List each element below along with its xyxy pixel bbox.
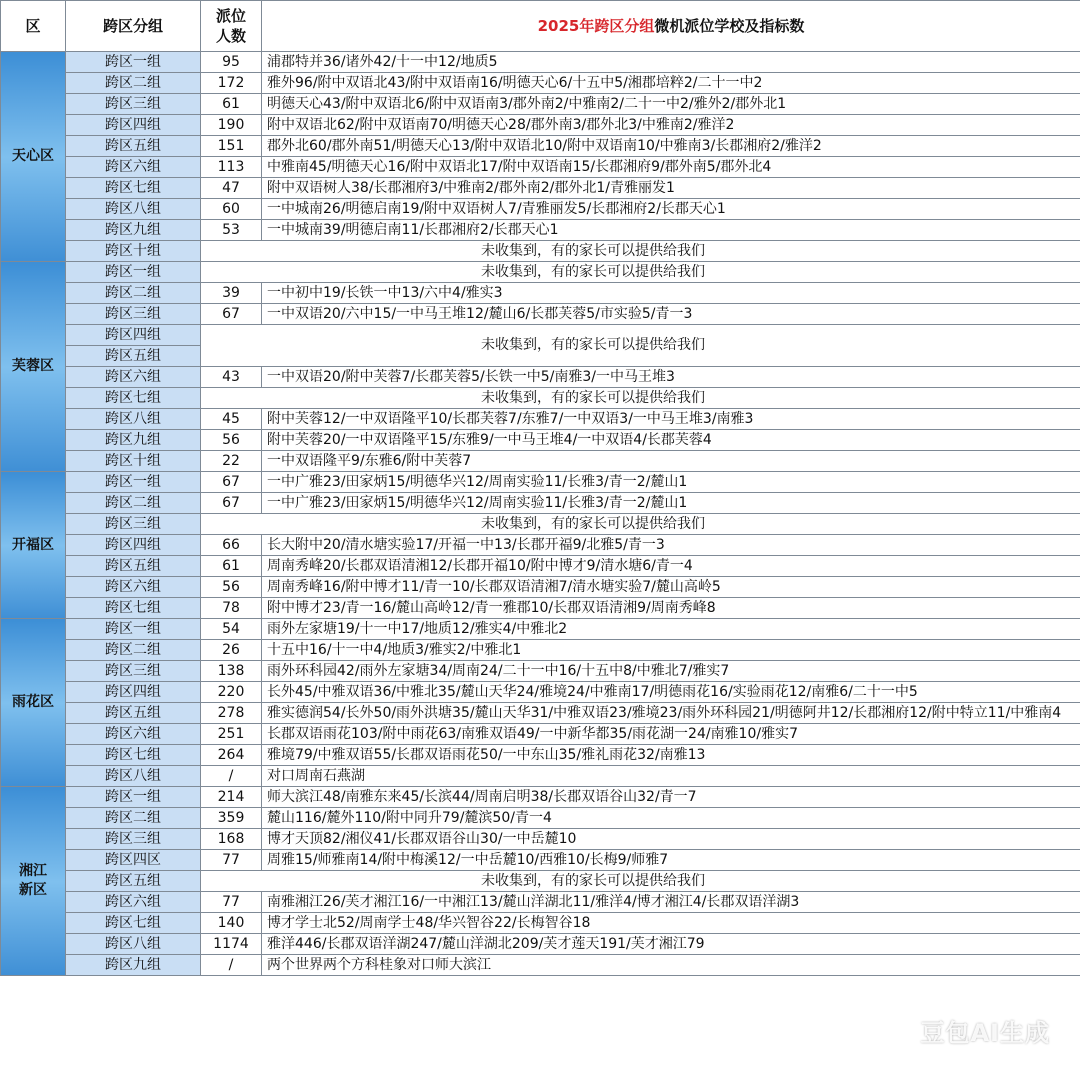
table-row [1, 703, 1080, 724]
table-row [1, 367, 1080, 388]
count-cell: 61 [201, 556, 262, 577]
schools-cell: 麓山116/麓外110/附中同升79/麓滨50/青一4 [262, 808, 1080, 829]
schools-cell: 一中广雅23/田家炳15/明德华兴12/周南实验11/长雅3/青一2/麓山1 [262, 472, 1080, 493]
group-cell: 跨区二组 [66, 493, 201, 514]
count-cell: / [201, 766, 262, 787]
count-cell: 113 [201, 157, 262, 178]
schools-cell: 附中芙蓉20/一中双语隆平15/东雅9/一中马王堆4/一中双语4/长郡芙蓉4 [262, 430, 1080, 451]
table-row [1, 556, 1080, 577]
group-cell: 跨区七组 [66, 745, 201, 766]
count-cell: / [201, 955, 262, 976]
district-cell: 天心区 [1, 52, 66, 262]
table-row [1, 52, 1080, 73]
schools-cell: 雨外左家塘19/十一中17/地质12/雅实4/中雅北2 [262, 619, 1080, 640]
count-cell: 151 [201, 136, 262, 157]
group-cell: 跨区五组 [66, 703, 201, 724]
count-cell: 53 [201, 220, 262, 241]
header-count-line2: 人数 [215, 27, 246, 45]
count-cell: 43 [201, 367, 262, 388]
table-row [1, 430, 1080, 451]
table-row [1, 472, 1080, 493]
group-cell: 跨区三组 [66, 514, 201, 535]
group-cell: 跨区八组 [66, 199, 201, 220]
schools-cell: 附中双语北62/附中双语南70/明德天心28/郡外南3/郡外北3/中雅南2/雅洋2 [262, 115, 1080, 136]
count-cell: 77 [201, 892, 262, 913]
group-cell: 跨区一组 [66, 472, 201, 493]
count-cell: 39 [201, 283, 262, 304]
schools-cell: 一中双语隆平9/东雅6/附中芙蓉7 [262, 451, 1080, 472]
schools-cell: 附中双语树人38/长郡湘府3/中雅南2/郡外南2/郡外北1/青雅丽发1 [262, 178, 1080, 199]
table-row [1, 73, 1080, 94]
group-cell: 跨区一组 [66, 787, 201, 808]
count-cell: 172 [201, 73, 262, 94]
table-row [1, 619, 1080, 640]
header-count [201, 1, 262, 52]
table-title-rest: 微机派位学校及指标数 [654, 17, 805, 35]
schools-cell: 周雅15/师雅南14/附中梅溪12/一中岳麓10/西雅10/长梅9/师雅7 [262, 850, 1080, 871]
missing-note: 未收集到，有的家长可以提供给我们 [201, 514, 1080, 535]
table-row [1, 136, 1080, 157]
group-cell: 跨区四组 [66, 535, 201, 556]
count-cell: 67 [201, 304, 262, 325]
group-cell: 跨区六组 [66, 367, 201, 388]
table-row [1, 451, 1080, 472]
count-cell: 359 [201, 808, 262, 829]
table-row [1, 913, 1080, 934]
count-cell: 214 [201, 787, 262, 808]
group-cell: 跨区一组 [66, 262, 201, 283]
group-cell: 跨区三组 [66, 661, 201, 682]
schools-cell: 长外45/中雅双语36/中雅北35/麓山天华24/雅境24/中雅南17/明德雨花16/实验雨花12/南雅6/二十一中5 [262, 682, 1080, 703]
table-row [1, 241, 1080, 262]
group-cell: 跨区六组 [66, 577, 201, 598]
count-cell: 220 [201, 682, 262, 703]
group-cell: 跨区七组 [66, 178, 201, 199]
group-cell: 跨区九组 [66, 955, 201, 976]
table-row [1, 724, 1080, 745]
count-cell: 66 [201, 535, 262, 556]
group-cell: 跨区九组 [66, 430, 201, 451]
group-cell: 跨区四区 [66, 850, 201, 871]
table-row [1, 850, 1080, 871]
group-cell: 跨区一组 [66, 52, 201, 73]
count-cell: 278 [201, 703, 262, 724]
table-row [1, 682, 1080, 703]
group-cell: 跨区三组 [66, 829, 201, 850]
group-cell: 跨区四组 [66, 325, 201, 346]
schools-cell: 附中博才23/青一16/麓山高岭12/青一雅郡10/长郡双语清湘9/周南秀峰8 [262, 598, 1080, 619]
count-cell: 78 [201, 598, 262, 619]
schools-cell: 一中城南39/明德启南11/长郡湘府2/长郡天心1 [262, 220, 1080, 241]
group-cell: 跨区十组 [66, 451, 201, 472]
table-row [1, 871, 1080, 892]
count-cell: 138 [201, 661, 262, 682]
count-cell: 45 [201, 409, 262, 430]
table-row [1, 766, 1080, 787]
schools-cell: 雅洋446/长郡双语洋湖247/麓山洋湖北209/芙才莲天191/芙才湘江79 [262, 934, 1080, 955]
count-cell: 67 [201, 493, 262, 514]
schools-cell: 师大滨江48/南雅东来45/长滨44/周南启明38/长郡双语谷山32/青一7 [262, 787, 1080, 808]
count-cell: 140 [201, 913, 262, 934]
table-row [1, 493, 1080, 514]
schools-cell: 南雅湘江26/芙才湘江16/一中湘江13/麓山洋湖北11/雅洋4/博才湘江4/长郡双语洋湖3 [262, 892, 1080, 913]
count-cell: 56 [201, 577, 262, 598]
count-cell: 251 [201, 724, 262, 745]
table-row [1, 661, 1080, 682]
missing-note: 未收集到，有的家长可以提供给我们 [201, 871, 1080, 892]
group-cell: 跨区五组 [66, 871, 201, 892]
schools-cell: 博才学士北52/周南学士48/华兴智谷22/长梅智谷18 [262, 913, 1080, 934]
count-cell: 264 [201, 745, 262, 766]
count-cell: 77 [201, 850, 262, 871]
table-row [1, 892, 1080, 913]
header-row [1, 1, 1080, 52]
group-cell: 跨区七组 [66, 598, 201, 619]
schools-cell: 雅实德润54/长外50/雨外洪塘35/麓山天华31/中雅双语23/雅境23/雨外环科园21/明德阿井12/长郡湘府12/附中特立11/中雅南4 [262, 703, 1080, 724]
group-cell: 跨区七组 [66, 913, 201, 934]
header-district: 区 [1, 1, 66, 52]
group-cell: 跨区十组 [66, 241, 201, 262]
table-row [1, 640, 1080, 661]
schools-cell: 浦郡特并36/诸外42/十一中12/地质5 [262, 52, 1080, 73]
table-row [1, 178, 1080, 199]
group-cell: 跨区二组 [66, 283, 201, 304]
table-row [1, 535, 1080, 556]
count-cell: 56 [201, 430, 262, 451]
schools-cell: 周南秀峰20/长郡双语清湘12/长郡开福10/附中博才9/清水塘6/青一4 [262, 556, 1080, 577]
group-cell: 跨区七组 [66, 388, 201, 409]
schools-cell: 博才天顶82/湘仪41/长郡双语谷山30/一中岳麓10 [262, 829, 1080, 850]
table-row [1, 262, 1080, 283]
table-row [1, 955, 1080, 976]
count-cell: 26 [201, 640, 262, 661]
header-group: 跨区分组 [66, 1, 201, 52]
group-cell: 跨区六组 [66, 892, 201, 913]
schools-cell: 一中双语20/六中15/一中马王堆12/麓山6/长郡芙蓉5/市实验5/青一3 [262, 304, 1080, 325]
table-row [1, 304, 1080, 325]
table-row [1, 115, 1080, 136]
schools-cell: 长大附中20/清水塘实验17/开福一中13/长郡开福9/北雅5/青一3 [262, 535, 1080, 556]
district-cell: 湘江 新区 [1, 787, 66, 976]
group-cell: 跨区五组 [66, 556, 201, 577]
table-row [1, 514, 1080, 535]
table-row [1, 220, 1080, 241]
schools-cell: 对口周南石燕湖 [262, 766, 1080, 787]
count-cell: 22 [201, 451, 262, 472]
count-cell: 1174 [201, 934, 262, 955]
table-row [1, 934, 1080, 955]
table-row [1, 745, 1080, 766]
table-body [1, 52, 1080, 976]
table-row [1, 283, 1080, 304]
group-cell: 跨区八组 [66, 409, 201, 430]
count-cell: 190 [201, 115, 262, 136]
group-cell: 跨区三组 [66, 94, 201, 115]
table-row [1, 829, 1080, 850]
missing-note: 未收集到，有的家长可以提供给我们 [201, 325, 1080, 367]
header-count-line1: 派位 [215, 7, 246, 25]
schools-cell: 郡外北60/郡外南51/明德天心13/附中双语北10/附中双语南10/中雅南3/长郡湘府2/雅洋2 [262, 136, 1080, 157]
district-cell: 芙蓉区 [1, 262, 66, 472]
schools-cell: 周南秀峰16/附中博才11/青一10/长郡双语清湘7/清水塘实验7/麓山高岭5 [262, 577, 1080, 598]
group-cell: 跨区八组 [66, 766, 201, 787]
table-row [1, 388, 1080, 409]
district-cell: 开福区 [1, 472, 66, 619]
table-row [1, 787, 1080, 808]
table-row [1, 94, 1080, 115]
group-cell: 跨区六组 [66, 157, 201, 178]
count-cell: 47 [201, 178, 262, 199]
schools-cell: 一中初中19/长铁一中13/六中4/雅实3 [262, 283, 1080, 304]
group-cell: 跨区五组 [66, 346, 201, 367]
table-title-highlight: 2025年跨区分组 [537, 17, 655, 35]
schools-cell: 雨外环科园42/雨外左家塘34/周南24/二十一中16/十五中8/中雅北7/雅实7 [262, 661, 1080, 682]
table-row [1, 577, 1080, 598]
table-title [262, 1, 1080, 52]
schools-cell: 十五中16/十一中4/地质3/雅实2/中雅北1 [262, 640, 1080, 661]
missing-note: 未收集到，有的家长可以提供给我们 [201, 241, 1080, 262]
group-cell: 跨区二组 [66, 640, 201, 661]
group-cell: 跨区三组 [66, 304, 201, 325]
table-row [1, 409, 1080, 430]
group-cell: 跨区九组 [66, 220, 201, 241]
schools-cell: 一中双语20/附中芙蓉7/长郡芙蓉5/长铁一中5/南雅3/一中马王堆3 [262, 367, 1080, 388]
group-cell: 跨区二组 [66, 808, 201, 829]
group-cell: 跨区八组 [66, 934, 201, 955]
missing-note: 未收集到，有的家长可以提供给我们 [201, 262, 1080, 283]
table-row [1, 808, 1080, 829]
missing-note: 未收集到，有的家长可以提供给我们 [201, 388, 1080, 409]
schools-cell: 附中芙蓉12/一中双语隆平10/长郡芙蓉7/东雅7/一中双语3/一中马王堆3/南雅3 [262, 409, 1080, 430]
schools-cell: 雅外96/附中双语北43/附中双语南16/明德天心6/十五中5/湘郡培粹2/二十一中2 [262, 73, 1080, 94]
count-cell: 95 [201, 52, 262, 73]
count-cell: 168 [201, 829, 262, 850]
group-cell: 跨区四组 [66, 682, 201, 703]
schools-cell: 长郡双语雨花103/附中雨花63/南雅双语49/一中新华都35/雨花湖一24/南雅10/雅实7 [262, 724, 1080, 745]
district-cell: 雨花区 [1, 619, 66, 787]
schools-cell: 一中城南26/明德启南19/附中双语树人7/青雅丽发5/长郡湘府2/长郡天心1 [262, 199, 1080, 220]
group-cell: 跨区五组 [66, 136, 201, 157]
group-cell: 跨区一组 [66, 619, 201, 640]
schools-cell: 雅境79/中雅双语55/长郡双语雨花50/一中东山35/雅礼雨花32/南雅13 [262, 745, 1080, 766]
watermark: 豆包AI生成 [920, 1019, 1050, 1047]
group-cell: 跨区六组 [66, 724, 201, 745]
count-cell: 60 [201, 199, 262, 220]
count-cell: 61 [201, 94, 262, 115]
schools-cell: 两个世界两个方科桂象对口师大滨江 [262, 955, 1080, 976]
schools-cell: 一中广雅23/田家炳15/明德华兴12/周南实验11/长雅3/青一2/麓山1 [262, 493, 1080, 514]
table-row [1, 598, 1080, 619]
schools-cell: 中雅南45/明德天心16/附中双语北17/附中双语南15/长郡湘府9/郡外南5/郡外北4 [262, 157, 1080, 178]
count-cell: 67 [201, 472, 262, 493]
table-row [1, 325, 1080, 346]
count-cell: 54 [201, 619, 262, 640]
table-row [1, 199, 1080, 220]
group-cell: 跨区四组 [66, 115, 201, 136]
schools-cell: 明德天心43/附中双语北6/附中双语南3/郡外南2/中雅南2/二十一中2/雅外2/郡外北1 [262, 94, 1080, 115]
group-cell: 跨区二组 [66, 73, 201, 94]
table-row [1, 157, 1080, 178]
